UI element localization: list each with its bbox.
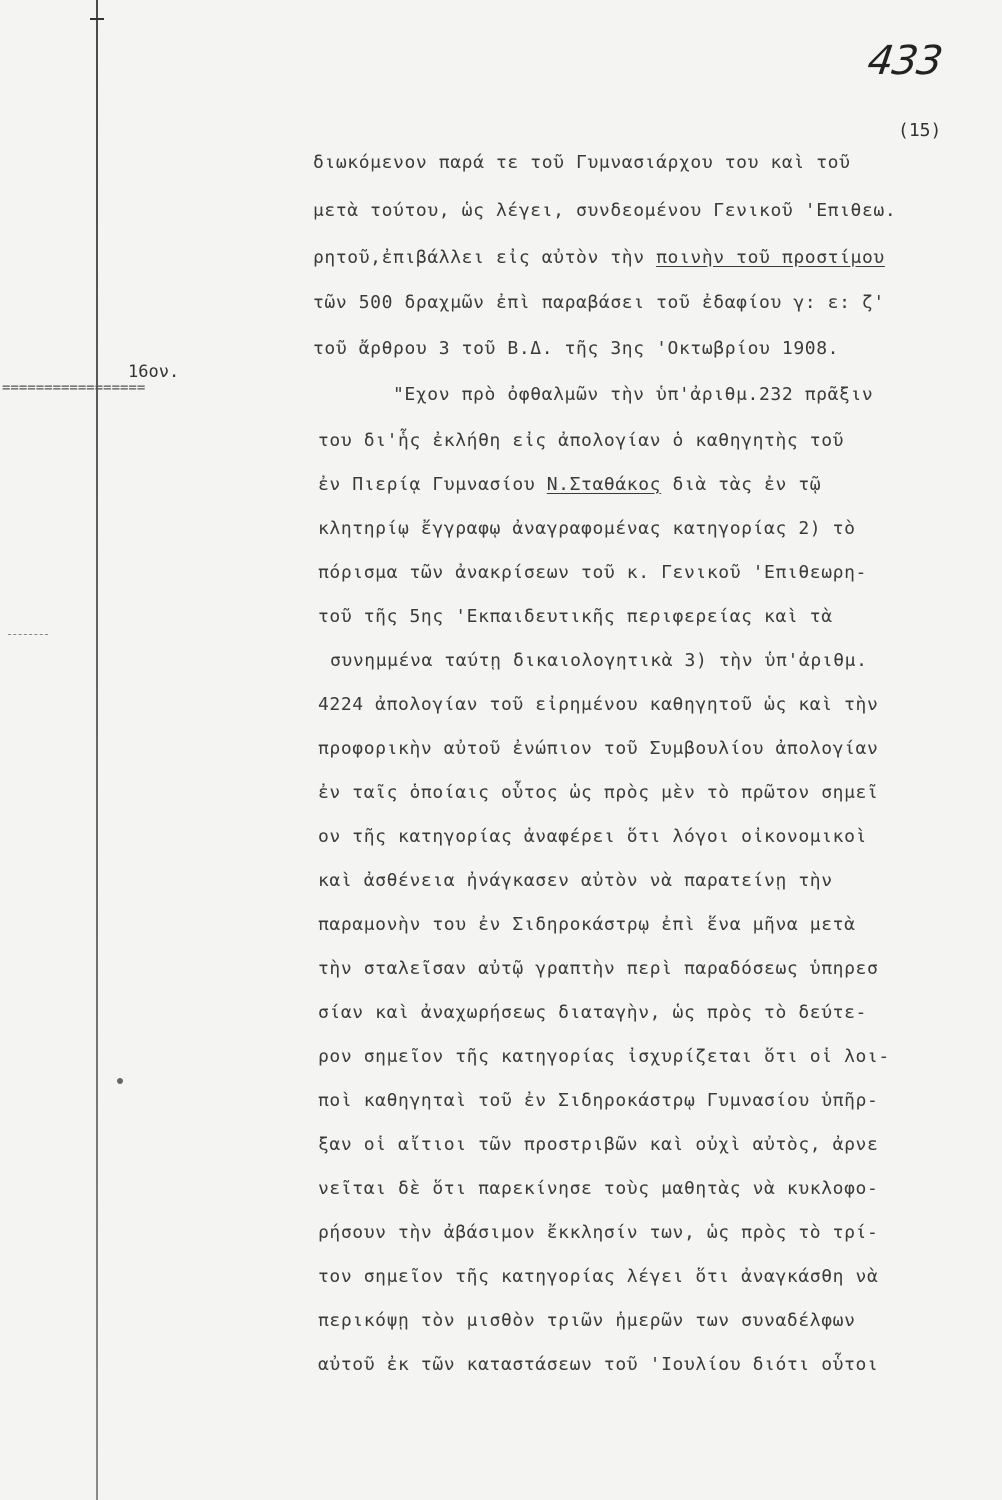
text-line-content: ποὶ καθηγηταὶ τοῦ ἐν Σιδηροκάστρῳ Γυμνασίου ὑπῆρ- — [318, 1090, 879, 1111]
margin-dot — [117, 1078, 123, 1084]
text-line — [318, 870, 833, 892]
text-line-content: νεῖται δὲ ὅτι παρεκίνησε τοὺς μαθητὰς νὰ κυκλοφο- — [318, 1178, 879, 1199]
side-heading: 16ον. — [128, 362, 180, 382]
text-line-content: τον σημεῖον τῆς κατηγορίας λέγει ὅτι ἀναγκάσθη νὰ — [318, 1266, 879, 1287]
text-line — [318, 1178, 878, 1200]
text-line — [318, 738, 878, 760]
text-line — [318, 1046, 890, 1068]
text-line — [313, 247, 885, 269]
text-line — [318, 1134, 878, 1156]
text-line — [318, 474, 821, 496]
text-line-content: ρητοῦ,ἐπιβάλλει εἰς αὐτὸν τὴν — [313, 247, 657, 268]
text-line — [313, 200, 896, 222]
text-line-content: ρον σημεῖον τῆς κατηγορίας ἰσχυρίζεται ὅτι οἱ λοι- — [318, 1046, 890, 1067]
text-line — [318, 1310, 856, 1332]
text-line — [318, 606, 833, 628]
text-line — [318, 914, 856, 936]
text-line-content: του δι'ἧς ἐκλήθη εἰς ἀπολογίαν ὁ καθηγητὴς τοῦ — [318, 430, 845, 451]
text-line-content: ἐν ταῖς ὁποίαις οὗτος ὡς πρὸς μὲν τὸ πρῶτον σημεῖ — [318, 782, 879, 803]
text-line-content: τοῦ τῆς 5ης 'Εκπαιδευτικῆς περιφερείας καὶ τὰ — [318, 606, 833, 627]
text-line-content: 4224 ἀπολογίαν τοῦ εἰρημένου καθηγητοῦ ὡς καὶ τὴν — [318, 694, 879, 715]
text-line — [318, 694, 878, 716]
text-line-content: σίαν καὶ ἀναχωρήσεως διαταγὴν, ὡς πρὸς τὸ δεύτε- — [318, 1002, 867, 1023]
text-line — [393, 384, 873, 406]
text-line-content: ον τῆς κατηγορίας ἀναφέρει ὅτι λόγοι οἰκονομικοὶ — [318, 826, 867, 847]
text-line — [318, 1354, 878, 1376]
underlined-phrase: ποινὴν τοῦ προστίμου — [656, 247, 885, 268]
text-line — [313, 338, 839, 360]
text-line-content: καὶ ἀσθένεια ἠνάγκασεν αὐτὸν νὰ παρατείνῃ τὴν — [318, 870, 833, 891]
text-line-content: κλητηρίῳ ἔγγραφῳ ἀναγραφομένας κατηγορίας 2) τὸ — [318, 518, 856, 539]
text-line — [318, 826, 867, 848]
text-line — [318, 1090, 878, 1112]
text-line — [330, 650, 868, 672]
underlined-name: Ν.Σταθάκος — [546, 474, 662, 495]
text-line-content: τοῦ ἄρθρου 3 τοῦ Β.Δ. τῆς 3ης 'Οκτωβρίου 1908. — [313, 338, 840, 359]
text-line — [318, 958, 878, 980]
side-rule: ================= — [2, 380, 146, 396]
section-number: (15) — [898, 120, 942, 141]
text-line-content: "Εχον πρὸ ὀφθαλμῶν τὴν ὑπ'ἀριθμ.232 πρᾶξιν — [393, 384, 874, 405]
text-line-content: προφορικὴν αὐτοῦ ἐνώπιον τοῦ Συμβουλίου ἀπολογίαν — [318, 738, 879, 759]
text-line-content: πόρισμα τῶν ἀνακρίσεων τοῦ κ. Γενικοῦ 'Επιθεωρη- — [318, 562, 867, 583]
text-line-content: αὐτοῦ ἐκ τῶν καταστάσεων τοῦ 'Ιουλίου διότι οὗτοι — [318, 1354, 879, 1375]
text-line — [318, 1266, 878, 1288]
margin-dash — [8, 634, 48, 636]
text-line — [318, 430, 844, 452]
text-line-content: ρήσουν τὴν ἀβάσιμον ἔκκλησίν των, ὡς πρὸς τὸ τρί- — [318, 1222, 879, 1243]
margin-line — [96, 0, 98, 1500]
text-line — [318, 562, 867, 584]
text-line-content: διωκόμενον παρά τε τοῦ Γυμνασιάρχου του καὶ τοῦ — [313, 152, 851, 173]
text-line-content: τῶν 500 δραχμῶν ἐπὶ παραβάσει τοῦ ἐδαφίου γ: ε: ζ' — [313, 292, 885, 313]
text-line — [313, 292, 885, 314]
text-line-content: ἐν Πιερίᾳ Γυμνασίου — [318, 474, 547, 495]
text-line — [318, 1002, 867, 1024]
text-line-content: μετὰ τούτου, ὡς λέγει, συνδεομένου Γενικοῦ 'Επιθεω. — [313, 200, 897, 221]
margin-tick — [90, 18, 104, 20]
text-line — [318, 1222, 878, 1244]
text-line-content: παραμονὴν του ἐν Σιδηροκάστρῳ ἐπὶ ἕνα μῆνα μετὰ — [318, 914, 856, 935]
text-line — [318, 782, 878, 804]
text-line-content: διὰ τὰς ἐν τῷ — [661, 474, 822, 495]
page-number: 433 — [864, 38, 945, 84]
text-line-content: ξαν οἱ αἴτιοι τῶν προστριβῶν καὶ οὐχὶ αὐτὸς, ἀρνε — [318, 1134, 879, 1155]
text-line — [313, 152, 851, 174]
text-line-content: περικόψῃ τὸν μισθὸν τριῶν ἡμερῶν των συναδέλφων — [318, 1310, 856, 1331]
text-line — [318, 518, 856, 540]
text-line-content: τὴν σταλεῖσαν αὐτῷ γραπτὴν περὶ παραδόσεως ὑπηρεσ — [318, 958, 879, 979]
text-line-content: συνημμένα ταύτῃ δικαιολογητικὰ 3) τὴν ὑπ'ἀριθμ. — [330, 650, 868, 671]
